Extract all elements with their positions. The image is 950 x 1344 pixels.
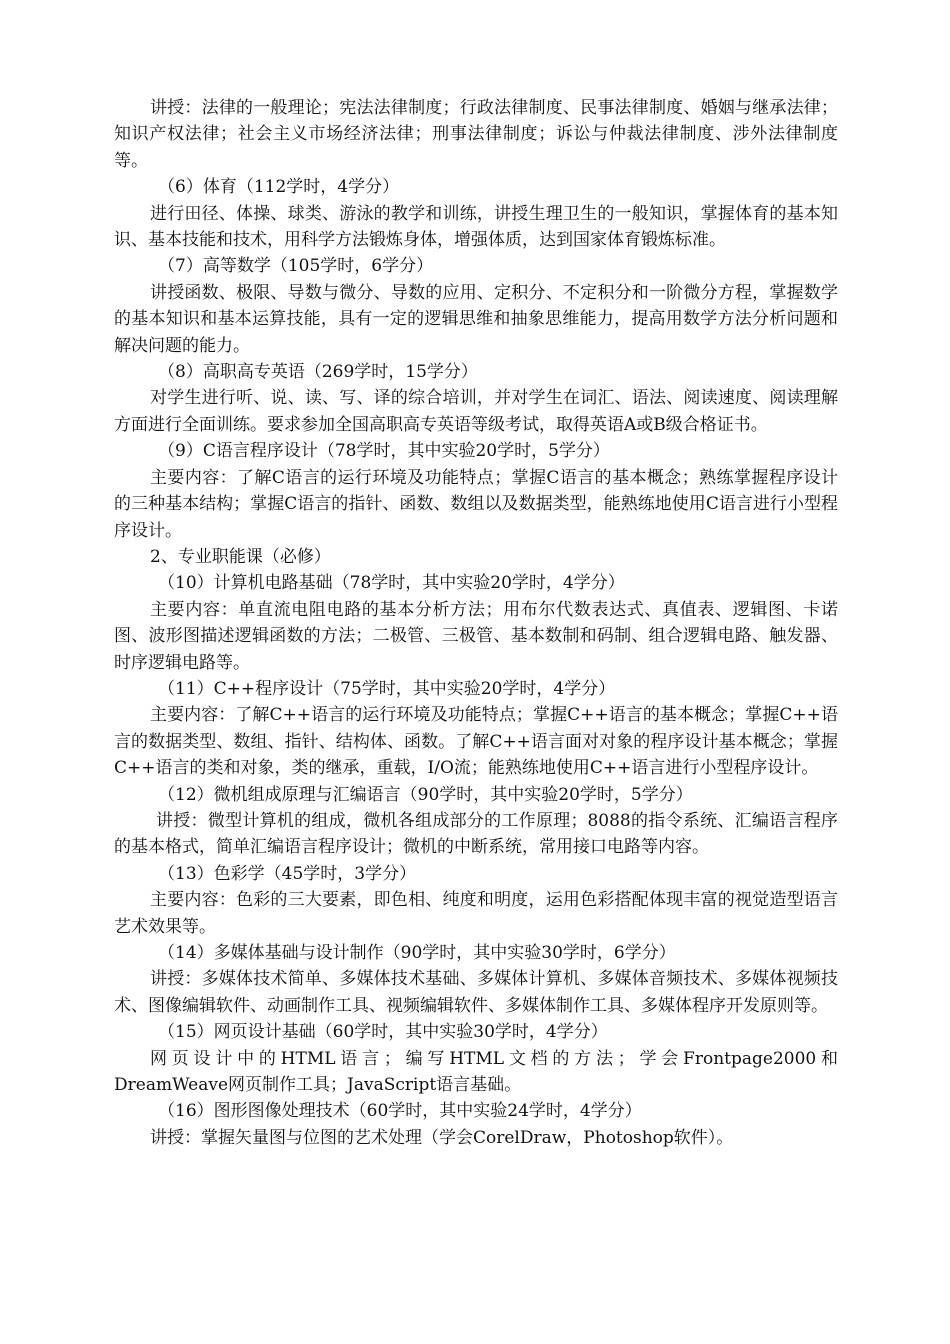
course-heading-color: （13）色彩学（45学时，3学分） bbox=[158, 863, 417, 884]
paragraph-circuits-content: 主要内容：单直流电阻电路的基本分析方法；用布尔代数表达式、真值表、逻辑图、卡诺图、波形图描述逻辑函数的方法；二极管、三极管、基本数制和码制、组合逻辑电路、触发器、时序逻辑电路等。 bbox=[114, 599, 838, 673]
course-heading-multimedia: （14）多媒体基础与设计制作（90学时，其中实验30学时，6学分） bbox=[158, 943, 676, 963]
paragraph-law-content: 讲授：法律的一般理论；宪法法律制度；行政法律制度、民事法律制度、婚姻与继承法律；知识产权法律；社会主义市场经济法律；刑事法律制度；诉讼与仲裁法律制度、涉外法律制度等。 bbox=[114, 98, 838, 171]
paragraph-c-language-content: 主要内容：了解C语言的运行环境及功能特点；掌握C语言的基本概念；熟练掌握程序设计的三种基本结构；掌握C语言的指针、函数、数组以及数据类型，能熟练地使用C语言进行小型程序设计。 bbox=[114, 467, 838, 541]
course-heading-cpp: （11）C++程序设计（75学时，其中实验20学时，4学分） bbox=[158, 678, 616, 699]
paragraph-multimedia-content: 讲授：多媒体技术简单、多媒体技术基础、多媒体计算机、多媒体音频技术、多媒体视频技术、图像编辑软件、动画制作工具、视频编辑软件、多媒体制作工具、多媒体程序开发原则等。 bbox=[114, 969, 838, 1016]
document-body bbox=[114, 95, 838, 1151]
paragraph-math-content: 讲授函数、极限、导数与微分、导数的应用、定积分、不定积分和一阶微分方程，掌握数学的基本知识和基本运算技能，具有一定的逻辑思维和抽象思维能力，提高用数学方法分析问题和解决问题的能力。 bbox=[114, 282, 838, 356]
course-heading-math: （7）高等数学（105学时，6学分） bbox=[158, 256, 434, 277]
course-heading-circuits: （10）计算机电路基础（78学时，其中实验20学时，4学分） bbox=[158, 573, 625, 594]
course-heading-web-design: （15）网页设计基础（60学时，其中实验30学时，4学分） bbox=[158, 1022, 608, 1043]
course-heading-pe: （6）体育（112学时，4学分） bbox=[158, 177, 400, 198]
course-heading-english: （8）高职高专英语（269学时，15学分） bbox=[158, 362, 478, 383]
paragraph-color-content: 主要内容：色彩的三大要素，即色相、纯度和明度，运用色彩搭配体现丰富的视觉造型语言艺术效果等。 bbox=[114, 890, 838, 937]
paragraph-english-content: 对学生进行听、说、读、写、译的综合培训，并对学生在词汇、语法、阅读速度、阅读理解方面进行全面训练。要求参加全国高职高专英语等级考试，取得英语A或B级合格证书。 bbox=[114, 388, 838, 435]
course-heading-c-language: （9）C语言程序设计（78学时，其中实验20学时，5学分） bbox=[158, 441, 610, 462]
paragraph-microcomputer-content: 讲授：微型计算机的组成，微机各组成部分的工作原理；8088的指令系统、汇编语言程序的基本格式，简单汇编语言程序设计；微机的中断系统，常用接口电路等内容。 bbox=[114, 810, 838, 858]
paragraph-web-design-content: 网页设计中的HTML语言；编写HTML文档的方法；学会Frontpage2000和DreamWeave网页制作工具；JavaScript语言基础。 bbox=[114, 1048, 838, 1096]
course-heading-graphics: （16）图形图像处理技术（60学时，其中实验24学时，4学分） bbox=[158, 1101, 642, 1122]
paragraph-graphics-content: 讲授：掌握矢量图与位图的艺术处理（学会CorelDraw，Photoshop软件）。 bbox=[150, 1127, 734, 1148]
paragraph-cpp-content: 主要内容：了解C++语言的运行环境及功能特点；掌握C++语言的基本概念；掌握C++语言的数据类型、数组、指针、结构体、函数。了解C++语言面对对象的程序设计基本概念；掌握C++语言的类和对象，类的继承，重载，I/O流；能熟练地使用C++语言进行小型程序设计。 bbox=[114, 705, 838, 779]
course-heading-microcomputer: （12）微机组成原理与汇编语言（90学时，其中实验20学时，5学分） bbox=[158, 784, 693, 805]
paragraph-pe-content: 进行田径、体操、球类、游泳的教学和训练，讲授生理卫生的一般知识，掌握体育的基本知识、基本技能和技术，用科学方法锻炼身体，增强体质，达到国家体育锻炼标准。 bbox=[114, 203, 838, 251]
section-heading-professional: 2、专业职能课（必修） bbox=[150, 546, 331, 567]
